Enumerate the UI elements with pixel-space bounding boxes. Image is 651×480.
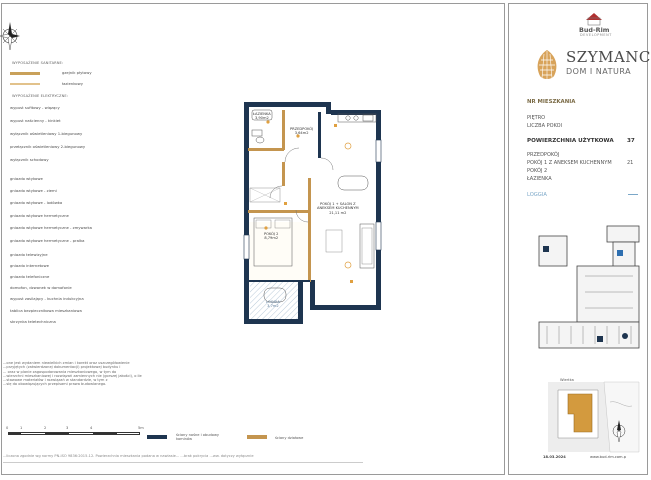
legend-item: przełącznik oświetleniowy 2-biegunowy xyxy=(10,144,86,149)
bathroom-label xyxy=(253,112,271,121)
outer-wall-top xyxy=(244,102,328,107)
legend-item: gniazdo wtykowe - lodówka xyxy=(10,200,63,205)
disclaimer-line: ...one jest wydaniem niewielkich zmian i korekt oraz uszczegółowienie xyxy=(3,361,130,365)
bathroom-radiator-swatch xyxy=(10,83,40,85)
disclaimer-line: ... oraz w planie zagospodarowania mieszkaniowego, w tym do xyxy=(3,369,117,374)
legend-item: gzejnik płytowy xyxy=(62,70,92,75)
scale-tick-label: 4 xyxy=(90,426,93,430)
panel-living-label: POKÓJ 1 Z ANEKSEM KUCHENNYM xyxy=(527,160,612,166)
legend-item: skrzynka teletechniczna xyxy=(10,319,56,324)
scale-tick-label: 0 xyxy=(6,426,9,430)
panel-hall-label: PRZEDPOKÓJ xyxy=(527,152,560,158)
project-tag: DOM I NATURA xyxy=(566,67,632,76)
scale-tick-label: 5m xyxy=(138,426,144,430)
legend-item: domofon, dzwonek w domofonie xyxy=(10,285,72,290)
legend-item: gniazdo wtykowe hermetyczne - zmywarka xyxy=(10,225,93,230)
legend-item: gniazdo wtykowe hermetyczne - pralka xyxy=(10,238,85,243)
room2-area: 8,79m2 xyxy=(264,236,279,241)
compass-icon xyxy=(0,18,24,54)
building-key-plan xyxy=(537,226,639,372)
loggia-area: 3,7m2 xyxy=(267,304,279,309)
scale-tick-label: 1 xyxy=(20,426,23,430)
partition-wall xyxy=(282,110,285,150)
partition-wall xyxy=(248,148,284,151)
apartment-number-label: NR MIESZKANIA xyxy=(527,99,576,105)
pinecone-logo-icon xyxy=(532,48,562,82)
website-link[interactable]: www.bud-rim.com.p xyxy=(590,455,626,459)
panel-bath-label: ŁAZIENKA xyxy=(527,176,552,182)
living-room-label xyxy=(317,202,359,215)
disclaimer xyxy=(3,361,143,387)
radiator-swatch xyxy=(10,72,40,75)
hall-area: 3,64m2 xyxy=(294,131,309,136)
disclaimer-line: ...stawowe materiałów i rozwiązań w standardzie, w tym z xyxy=(3,378,108,383)
legend-item: gniazdo internetowe xyxy=(10,263,49,268)
legend-item: wyłącznik schodowy xyxy=(10,157,49,162)
legend-item: gniazdo wtykowe xyxy=(10,176,43,181)
hall-name: PRZEDPOKÓJ xyxy=(290,127,314,131)
legend-item: gniazdo wtykowe - ziemi xyxy=(10,188,57,193)
bathroom-area: 3,90m2 xyxy=(254,116,269,121)
bearing-wall-label: ściany nośne i obudowy kominów xyxy=(176,433,220,442)
living-room-name-2: ANEKSEM KUCHENNYM xyxy=(317,206,359,211)
legend-item: gniazdo telefoniczne xyxy=(10,274,50,279)
apartment-highlight xyxy=(617,250,623,256)
panel-loggia-label: LOGGIA xyxy=(527,192,547,198)
panel-room2-label: POKÓJ 2 xyxy=(527,168,548,174)
legend-item: gniazdo wtykowe hermetyczne xyxy=(10,213,69,218)
legend-item: wypust sufitowy - wiązący xyxy=(10,105,60,110)
bearing-wall-swatch xyxy=(147,435,167,439)
plan-date: 18.03.2024 xyxy=(543,455,566,459)
legend-item: gniazdo telewizyjne xyxy=(10,252,48,257)
living-room-area: 21,11 m2 xyxy=(329,210,347,215)
rooms-count-label: LICZBA POKOI xyxy=(527,123,562,129)
outer-wall-bottom xyxy=(310,305,381,310)
street-label: Wiertka xyxy=(560,378,574,382)
legend-item: wyłącznik oświetleniowy 1-biegunowy xyxy=(10,131,83,136)
footer-note: ...liczona zgodnie wg normy PN-ISO 9836:2015-12. Powierzchnia mieszkania podana w nawiasie... ...brak pokrycia ...ww. dotyczy wyłącznie xyxy=(3,454,254,458)
bathroom-name: ŁAZIENKA xyxy=(253,112,271,116)
usable-area-label: POWIERZCHNIA UŻYTKOWA xyxy=(527,138,614,144)
electric-header: WYPOSAŻENIE ELEKTRYCZNE: xyxy=(12,94,69,98)
bud-rim-logo-text: Bud-Rim xyxy=(579,26,610,34)
legend-item: tablica bezpiecznikowa mieszkaniowa xyxy=(10,308,82,313)
disclaimer-line: ...się do obowiązujących przepisami prawa budowlanego. xyxy=(3,382,107,387)
loggia-name: LOGGIA xyxy=(266,300,280,304)
sanitary-header: WYPOSAŻENIE SANITARNE: xyxy=(12,61,64,65)
site-compass-icon xyxy=(608,418,630,444)
partition-wall-label: ściany działowe xyxy=(275,436,304,440)
panel-living-value: 21 xyxy=(627,160,634,166)
usable-area-value: 37 xyxy=(627,138,635,144)
scale-tick-label: 3 xyxy=(66,426,69,430)
legend-item: wypust naścienny - kinkiet xyxy=(10,118,61,123)
room2-label xyxy=(264,232,278,241)
loggia-dash xyxy=(628,194,638,195)
scale-tick-label: 2 xyxy=(44,426,47,430)
bud-rim-logo-sub: DEVELOPMENT xyxy=(580,33,612,37)
living-room-name: POKÓJ 1 + SALON Z xyxy=(320,202,356,206)
partition-wall-swatch xyxy=(247,435,267,439)
loggia-label xyxy=(266,300,280,309)
hall-label xyxy=(290,127,313,136)
legend-item: łazienkowy xyxy=(62,81,83,86)
legend-item: wypust zasilający - kuchnia indukcyjna xyxy=(10,296,84,301)
disclaimer-line: ...wierzchni mieszkaniowej i rozwiązań zamiennych nie (gorszej jakości), o ile xyxy=(3,373,142,378)
project-name: SZYMANC xyxy=(566,48,651,66)
room2-name: POKÓJ 2 xyxy=(264,232,279,236)
floor-label: PIĘTRO xyxy=(527,115,546,121)
disclaimer-line: ...przyjętych (zatwierdzonej dokumentacji) projektowej budynku i xyxy=(3,365,121,370)
footer-rule xyxy=(3,462,363,467)
